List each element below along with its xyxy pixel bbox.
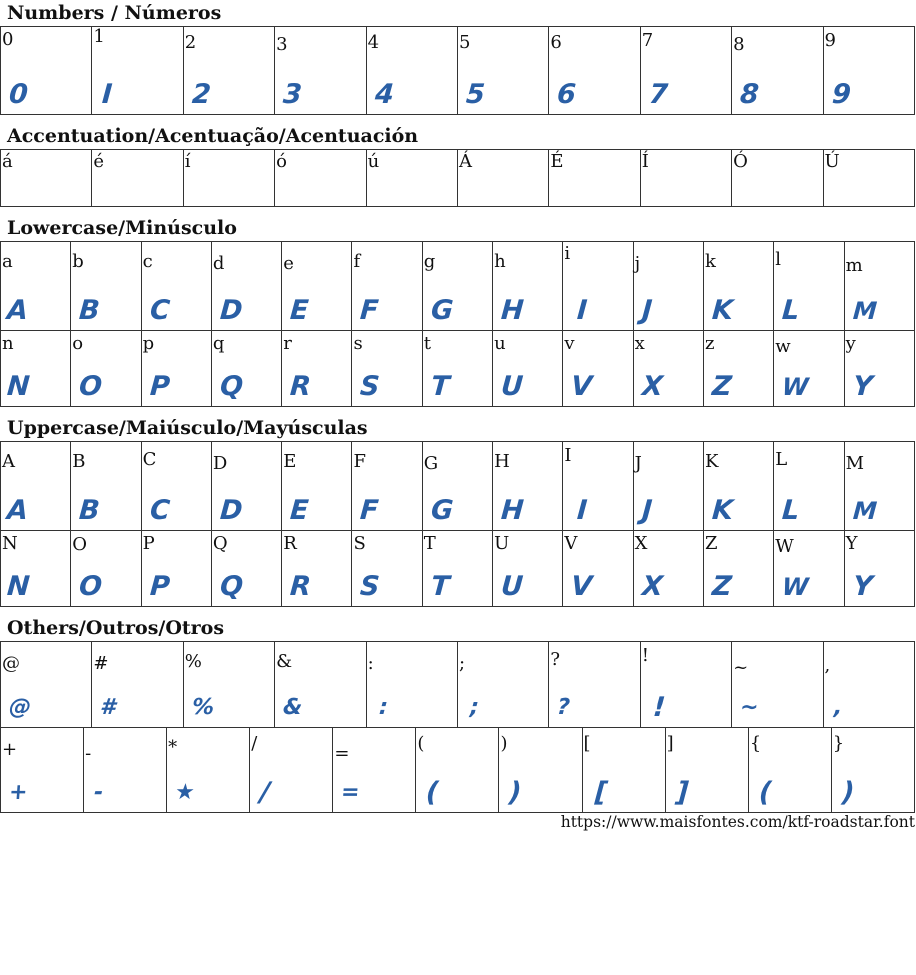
glyph-cell — [703, 531, 773, 607]
font-glyph: K — [710, 495, 735, 526]
glyph-cell — [563, 242, 633, 331]
font-glyph: I — [576, 295, 589, 326]
char-label: r — [283, 333, 292, 354]
char-label: h — [494, 251, 506, 272]
glyph-cell — [84, 728, 167, 813]
char-label: R — [283, 533, 297, 554]
glyph-cell — [493, 531, 563, 607]
glyph-cell — [92, 27, 183, 115]
char-label: v — [564, 333, 575, 354]
font-glyph: E — [289, 495, 310, 526]
font-glyph: ] — [674, 777, 690, 808]
glyph-cell — [352, 331, 422, 407]
char-label: 8 — [733, 34, 745, 55]
glyph-cell — [141, 242, 211, 331]
font-glyph: T — [429, 371, 451, 402]
char-label: O — [72, 534, 88, 555]
char-label: 3 — [276, 34, 288, 55]
glyph-cell — [141, 531, 211, 607]
char-label: C — [142, 449, 157, 470]
char-label: T — [423, 533, 436, 554]
glyph-cell — [352, 442, 422, 531]
glyph-cell — [493, 442, 563, 531]
char-label: U — [494, 533, 510, 554]
char-label: { — [749, 733, 762, 754]
glyph-cell — [563, 331, 633, 407]
glyph-cell — [71, 531, 141, 607]
char-label: P — [142, 533, 155, 554]
font-glyph: R — [289, 371, 313, 402]
glyph-cell — [582, 728, 665, 813]
font-glyph: C — [148, 495, 171, 526]
char-label: ! — [641, 645, 649, 666]
glyph-cell — [844, 331, 914, 407]
font-glyph: Q — [218, 371, 244, 402]
font-glyph: = — [340, 780, 361, 805]
section-title-others: Others/Outros/Otros — [7, 617, 225, 639]
font-glyph: + — [8, 780, 29, 805]
char-label: @ — [2, 653, 20, 674]
font-glyph: L — [781, 495, 801, 526]
glyph-cell — [844, 442, 914, 531]
font-glyph: M — [851, 497, 878, 525]
char-label: D — [212, 453, 228, 474]
glyph-cell — [844, 242, 914, 331]
glyph-cell — [457, 150, 548, 207]
glyph-cell — [732, 27, 823, 115]
font-glyph: M — [851, 297, 878, 325]
char-label: j — [634, 253, 641, 274]
char-label: H — [494, 451, 510, 472]
accents-grid — [0, 149, 915, 207]
glyph-cell — [183, 642, 274, 728]
char-label: K — [704, 451, 719, 472]
char-label: ó — [276, 151, 288, 172]
font-glyph: G — [429, 495, 455, 526]
font-glyph: O — [78, 571, 104, 602]
font-glyph: P — [148, 571, 171, 602]
char-label: Z — [704, 533, 718, 554]
font-glyph: # — [99, 695, 117, 720]
glyph-cell — [633, 242, 703, 331]
font-glyph: X — [640, 371, 664, 402]
char-label: B — [72, 451, 86, 472]
font-glyph: P — [148, 371, 171, 402]
uppercase-row-1 — [1, 442, 915, 531]
glyph-cell — [333, 728, 416, 813]
glyph-cell — [563, 531, 633, 607]
char-label: z — [704, 333, 715, 354]
glyph-cell — [71, 242, 141, 331]
char-label: + — [2, 739, 18, 760]
glyph-cell — [732, 150, 823, 207]
char-label: e — [283, 253, 294, 274]
char-label: * — [168, 737, 178, 758]
uppercase-row-2 — [1, 531, 915, 607]
glyph-cell — [275, 642, 366, 728]
glyph-cell — [352, 531, 422, 607]
char-label: 7 — [641, 30, 654, 51]
char-label: t — [423, 333, 432, 354]
char-label: É — [550, 151, 564, 172]
char-label: ( — [417, 733, 425, 754]
glyph-cell — [1, 150, 92, 207]
glyph-cell — [493, 242, 563, 331]
font-glyph: O — [78, 371, 104, 402]
glyph-cell — [633, 331, 703, 407]
lowercase-row-2 — [1, 331, 915, 407]
char-label: L — [775, 449, 788, 470]
font-glyph: R — [289, 571, 313, 602]
glyph-cell — [640, 150, 731, 207]
glyph-cell — [633, 531, 703, 607]
others-grid-row-1 — [0, 641, 915, 728]
font-glyph: L — [781, 295, 801, 326]
font-glyph: ) — [508, 777, 523, 808]
font-glyph: ) — [840, 777, 856, 808]
char-label: G — [423, 453, 439, 474]
font-glyph: ! — [651, 692, 667, 723]
char-label: u — [494, 333, 506, 354]
glyph-cell — [703, 331, 773, 407]
glyph-cell — [422, 442, 492, 531]
glyph-cell — [1, 642, 92, 728]
char-label: A — [2, 451, 15, 472]
font-glyph: D — [218, 295, 244, 326]
glyph-cell — [167, 728, 250, 813]
char-label: 2 — [184, 32, 197, 53]
char-label: l — [775, 249, 782, 270]
glyph-cell — [457, 642, 548, 728]
lowercase-row-1 — [1, 242, 915, 331]
font-glyph: V — [570, 571, 594, 602]
glyph-cell — [282, 242, 352, 331]
glyph-cell — [549, 642, 640, 728]
font-glyph: 8 — [739, 79, 761, 110]
char-label: Ó — [733, 151, 748, 172]
char-label: é — [93, 151, 105, 172]
glyph-cell — [422, 531, 492, 607]
char-label: 1 — [93, 26, 105, 47]
font-glyph: 9 — [830, 79, 852, 110]
glyph-cell — [275, 27, 366, 115]
font-glyph: Z — [710, 571, 733, 602]
font-glyph: F — [359, 295, 381, 326]
glyph-cell — [1, 728, 84, 813]
glyph-cell — [823, 150, 914, 207]
font-glyph: , — [832, 695, 843, 720]
font-glyph: 2 — [190, 79, 212, 110]
char-label: ~ — [733, 657, 749, 678]
glyph-cell — [1, 531, 71, 607]
glyph-cell — [1, 242, 71, 331]
char-label: , — [824, 655, 831, 676]
font-glyph: 4 — [373, 79, 395, 110]
glyph-cell — [640, 27, 731, 115]
glyph-cell — [211, 442, 281, 531]
font-glyph: ? — [556, 695, 572, 720]
font-glyph: S — [359, 571, 382, 602]
glyph-cell — [774, 442, 844, 531]
font-glyph: E — [289, 295, 310, 326]
char-label: Í — [641, 151, 649, 172]
glyph-cell — [416, 728, 499, 813]
char-label: k — [704, 251, 716, 272]
section-title-numbers: Numbers / Números — [7, 2, 222, 24]
char-label: 0 — [2, 29, 14, 50]
char-label: } — [832, 733, 845, 754]
char-label: - — [85, 743, 92, 764]
glyph-cell — [1, 442, 71, 531]
numbers-row — [1, 27, 915, 115]
char-label: W — [775, 536, 794, 557]
font-glyph: 3 — [282, 79, 304, 110]
char-label: S — [353, 533, 366, 554]
font-glyph: & — [282, 695, 304, 720]
font-glyph: 7 — [647, 79, 669, 110]
font-glyph: @ — [8, 695, 32, 720]
glyph-cell — [732, 642, 823, 728]
glyph-cell — [282, 442, 352, 531]
font-glyph: Y — [851, 571, 874, 602]
font-glyph: G — [429, 295, 455, 326]
font-glyph: B — [78, 495, 102, 526]
font-glyph: : — [377, 695, 389, 720]
glyph-cell — [250, 728, 333, 813]
font-glyph: [ — [593, 777, 609, 808]
glyph-cell — [282, 531, 352, 607]
font-glyph: T — [429, 571, 451, 602]
char-label: 4 — [367, 32, 380, 53]
glyph-cell — [275, 150, 366, 207]
glyph-cell — [422, 242, 492, 331]
char-label: b — [72, 251, 84, 272]
char-label: ] — [666, 733, 674, 754]
font-glyph: J — [640, 495, 653, 526]
char-label: i — [564, 243, 571, 264]
glyph-cell — [563, 442, 633, 531]
char-label: I — [564, 445, 572, 466]
glyph-cell — [823, 27, 914, 115]
char-label: y — [845, 333, 856, 354]
section-title-accents: Accentuation/Acentuação/Acentuación — [7, 125, 419, 147]
glyph-cell — [549, 27, 640, 115]
font-glyph: H — [500, 495, 525, 526]
font-glyph: H — [500, 295, 525, 326]
others-grid-row-2 — [0, 727, 915, 813]
lowercase-grid — [0, 241, 915, 407]
font-glyph: Y — [851, 371, 874, 402]
glyph-cell — [352, 242, 422, 331]
glyph-cell — [211, 242, 281, 331]
font-glyph: N — [5, 371, 31, 402]
font-glyph: 0 — [7, 79, 29, 110]
char-label: X — [634, 533, 648, 554]
font-glyph: U — [500, 371, 525, 402]
char-label: ú — [367, 151, 380, 172]
font-glyph: J — [640, 295, 653, 326]
font-glyph: N — [5, 571, 31, 602]
glyph-cell — [703, 242, 773, 331]
font-glyph: 6 — [556, 79, 578, 110]
char-label: ? — [550, 649, 560, 670]
char-label: n — [2, 333, 14, 354]
glyph-cell — [665, 728, 748, 813]
char-label: 5 — [458, 32, 471, 53]
font-glyph: X — [640, 571, 664, 602]
font-glyph: 5 — [464, 79, 486, 110]
char-label: o — [72, 333, 84, 354]
char-label: E — [283, 451, 297, 472]
numbers-grid — [0, 26, 915, 115]
char-label: M — [845, 453, 864, 474]
char-label: ) — [500, 733, 508, 754]
char-label: c — [142, 251, 153, 272]
char-label: s — [353, 333, 363, 354]
font-glyph: U — [500, 571, 525, 602]
font-glyph: ( — [425, 777, 440, 808]
char-label: ; — [458, 653, 466, 674]
glyph-cell — [457, 27, 548, 115]
glyph-cell — [1, 331, 71, 407]
glyph-cell — [211, 331, 281, 407]
char-label: V — [564, 533, 578, 554]
font-glyph: - — [93, 780, 105, 805]
section-title-uppercase: Uppercase/Maiúsculo/Mayúsculas — [7, 417, 368, 439]
glyph-cell — [774, 331, 844, 407]
glyph-cell — [183, 27, 274, 115]
font-glyph: / — [259, 777, 272, 808]
font-glyph: W — [781, 573, 810, 601]
char-label: = — [334, 743, 350, 764]
char-label: Á — [458, 151, 472, 172]
char-label: [ — [583, 733, 591, 754]
font-glyph: Q — [218, 571, 244, 602]
glyph-cell — [774, 242, 844, 331]
font-glyph: ( — [757, 777, 773, 808]
char-label: x — [634, 333, 645, 354]
font-glyph: ★ — [174, 780, 196, 805]
glyph-cell — [748, 728, 831, 813]
glyph-cell — [422, 331, 492, 407]
others-row-1 — [1, 642, 915, 728]
font-glyph: A — [5, 295, 30, 326]
font-glyph: B — [78, 295, 102, 326]
glyph-cell — [71, 442, 141, 531]
glyph-cell — [703, 442, 773, 531]
char-label: a — [2, 251, 13, 272]
font-glyph: K — [710, 295, 735, 326]
glyph-cell — [493, 331, 563, 407]
font-glyph: I — [576, 495, 589, 526]
char-label: w — [775, 336, 791, 357]
char-label: á — [2, 151, 13, 172]
glyph-cell — [92, 642, 183, 728]
char-label: d — [212, 253, 225, 274]
others-row-2 — [1, 728, 915, 813]
font-glyph: Z — [710, 371, 733, 402]
char-label: # — [93, 653, 109, 674]
char-label: : — [367, 653, 374, 674]
glyph-cell — [633, 442, 703, 531]
font-glyph: V — [570, 371, 594, 402]
char-label: q — [212, 333, 225, 354]
glyph-cell — [92, 150, 183, 207]
char-label: 9 — [824, 30, 836, 51]
glyph-cell — [1, 27, 92, 115]
glyph-cell — [71, 331, 141, 407]
section-title-lowercase: Lowercase/Minúsculo — [7, 217, 237, 239]
font-glyph: ~ — [739, 695, 760, 720]
char-label: p — [142, 333, 155, 354]
font-glyph: F — [359, 495, 381, 526]
glyph-cell — [823, 642, 914, 728]
char-label: % — [184, 651, 202, 672]
glyph-cell — [366, 27, 457, 115]
char-label: f — [353, 251, 361, 272]
glyph-cell — [282, 331, 352, 407]
glyph-cell — [141, 331, 211, 407]
glyph-cell — [774, 531, 844, 607]
char-label: J — [634, 453, 642, 474]
char-label: Q — [212, 533, 228, 554]
char-label: í — [184, 151, 191, 172]
glyph-cell — [183, 150, 274, 207]
source-url-link[interactable]: https://www.maisfontes.com/ktf-roadstar.font — [560, 813, 915, 831]
glyph-cell — [640, 642, 731, 728]
char-label: / — [251, 733, 258, 754]
glyph-cell — [499, 728, 582, 813]
accents-row — [1, 150, 915, 207]
char-label: 6 — [550, 32, 562, 53]
glyph-cell — [831, 728, 914, 813]
glyph-cell — [366, 150, 457, 207]
font-glyph: W — [781, 373, 810, 401]
font-glyph: S — [359, 371, 382, 402]
font-glyph: ; — [469, 695, 480, 720]
font-glyph: C — [148, 295, 171, 326]
char-label: m — [845, 255, 863, 276]
glyph-cell — [211, 531, 281, 607]
char-label: Ú — [824, 151, 840, 172]
char-label: & — [276, 651, 293, 672]
glyph-cell — [549, 150, 640, 207]
font-glyph: % — [190, 695, 215, 720]
char-label: g — [423, 251, 436, 272]
font-glyph: A — [5, 495, 30, 526]
glyph-cell — [141, 442, 211, 531]
font-glyph: D — [218, 495, 244, 526]
uppercase-grid — [0, 441, 915, 607]
char-label: Y — [845, 533, 858, 554]
char-label: N — [2, 533, 18, 554]
char-label: F — [353, 451, 366, 472]
glyph-cell — [844, 531, 914, 607]
font-glyph: I — [101, 79, 114, 110]
glyph-cell — [366, 642, 457, 728]
